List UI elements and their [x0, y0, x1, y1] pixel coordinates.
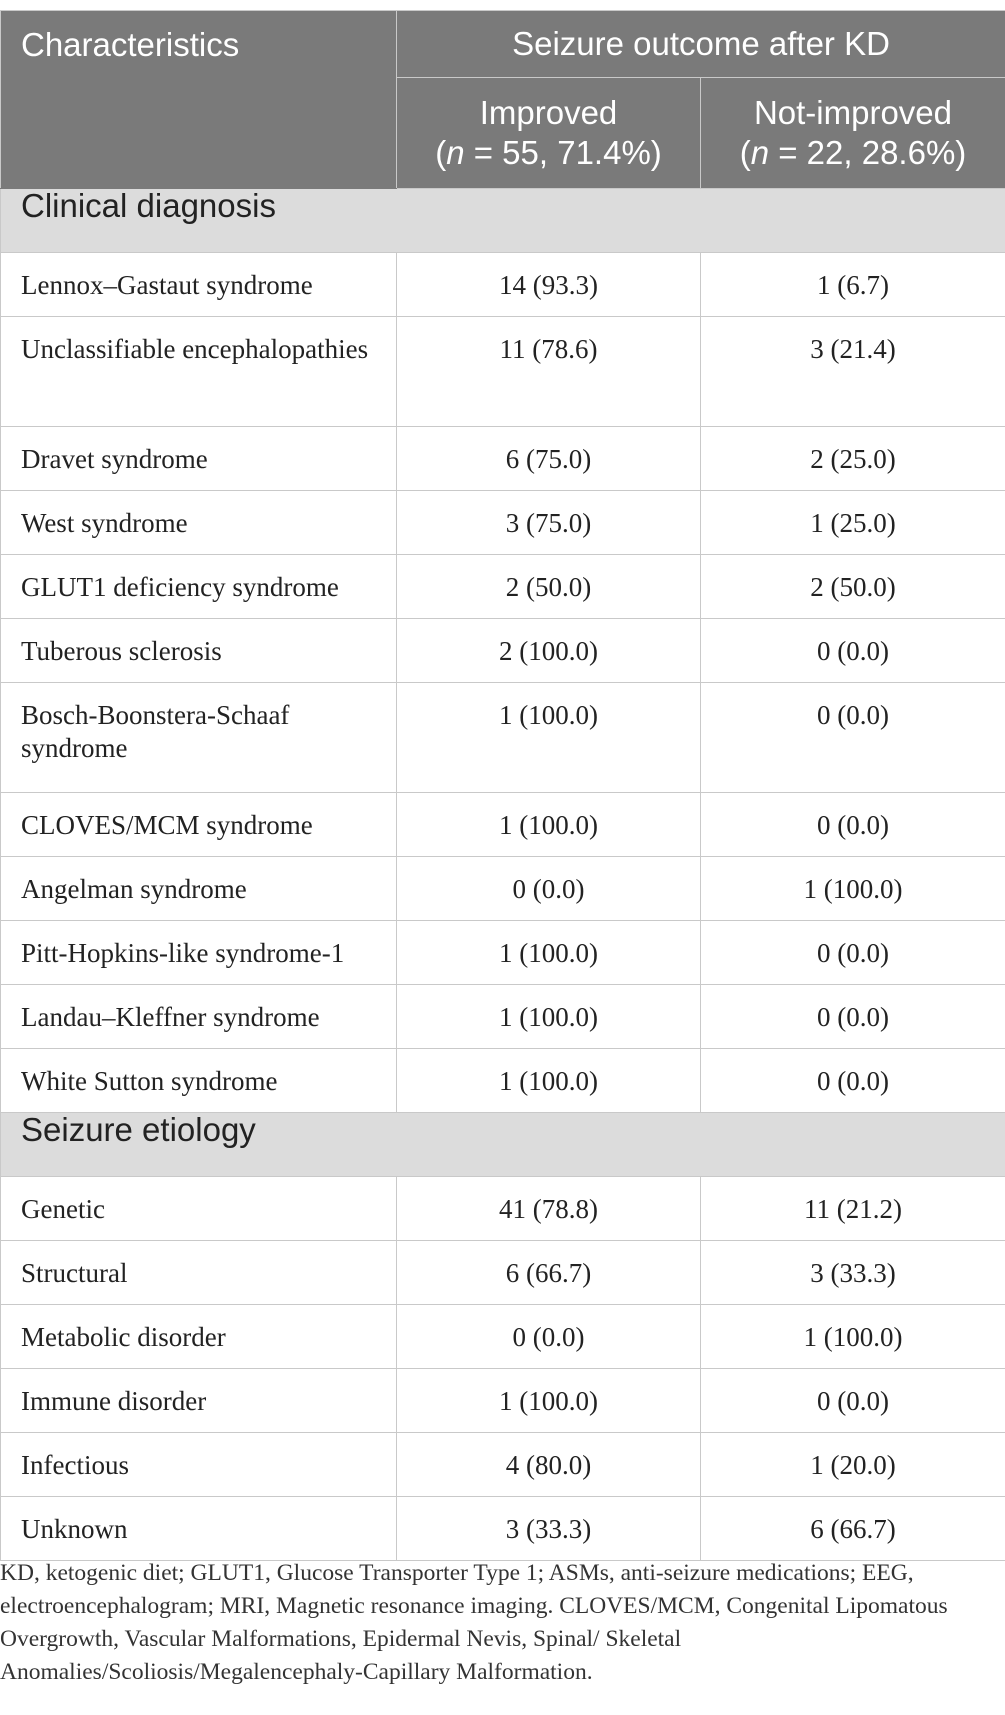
table-header	[1, 11, 1005, 189]
improved-value-cell: 1 (100.0)	[397, 921, 701, 985]
results-table-container	[0, 10, 1005, 1561]
not-improved-value-cell: 0 (0.0)	[701, 921, 1005, 985]
improved-n-prefix: (	[435, 134, 447, 171]
row-label-cell: White Sutton syndrome	[1, 1049, 397, 1113]
not-improved-value-cell: 0 (0.0)	[701, 619, 1005, 683]
section-title: Seizure etiology	[1, 1113, 1005, 1177]
improved-value-cell: 6 (75.0)	[397, 427, 701, 491]
seizure-outcome-header	[397, 11, 1005, 78]
improved-value-cell: 1 (100.0)	[397, 985, 701, 1049]
not-improved-value-cell: 1 (6.7)	[701, 253, 1005, 317]
not-improved-value-cell: 0 (0.0)	[701, 793, 1005, 857]
improved-value-cell: 14 (93.3)	[397, 253, 701, 317]
row-label-cell: Tuberous sclerosis	[1, 619, 397, 683]
not-improved-value-cell: 11 (21.2)	[701, 1177, 1005, 1241]
not-improved-n-prefix: (	[739, 134, 751, 171]
table-row	[1, 921, 1005, 985]
row-label-cell: Unclassifiable encephalopathies	[1, 317, 397, 427]
not-improved-value-cell: 1 (25.0)	[701, 491, 1005, 555]
not-improved-value-cell: 3 (33.3)	[701, 1241, 1005, 1305]
improved-header	[397, 78, 701, 189]
improved-value-cell: 2 (100.0)	[397, 619, 701, 683]
row-label-cell: Unknown	[1, 1497, 397, 1561]
not-improved-value-cell: 1 (100.0)	[701, 1305, 1005, 1369]
table-row	[1, 1241, 1005, 1305]
row-label-cell: Immune disorder	[1, 1369, 397, 1433]
seizure-outcome-table	[0, 10, 1005, 1561]
row-label-cell: Infectious	[1, 1433, 397, 1497]
improved-value-cell: 3 (33.3)	[397, 1497, 701, 1561]
table-row	[1, 1433, 1005, 1497]
improved-value-cell: 1 (100.0)	[397, 683, 701, 793]
table-row	[1, 619, 1005, 683]
not-improved-value-cell: 6 (66.7)	[701, 1497, 1005, 1561]
table-row	[1, 427, 1005, 491]
row-label-cell: West syndrome	[1, 491, 397, 555]
not-improved-value-cell: 3 (21.4)	[701, 317, 1005, 427]
not-improved-value-cell: 2 (25.0)	[701, 427, 1005, 491]
improved-value-cell: 41 (78.8)	[397, 1177, 701, 1241]
not-improved-value-cell: 0 (0.0)	[701, 985, 1005, 1049]
row-label-cell: Angelman syndrome	[1, 857, 397, 921]
not-improved-value-cell: 1 (100.0)	[701, 857, 1005, 921]
table-row	[1, 1497, 1005, 1561]
row-label-cell: Structural	[1, 1241, 397, 1305]
not-improved-header	[701, 78, 1005, 189]
row-label-cell: Pitt-Hopkins-like syndrome-1	[1, 921, 397, 985]
improved-value-cell: 1 (100.0)	[397, 793, 701, 857]
row-label-cell: Metabolic disorder	[1, 1305, 397, 1369]
row-label-cell: Landau–Kleffner syndrome	[1, 985, 397, 1049]
improved-n-rest: = 55, 71.4%)	[464, 134, 662, 171]
section-title: Clinical diagnosis	[1, 189, 1005, 253]
not-improved-header-label: Not-improved	[753, 94, 953, 131]
not-improved-value-cell: 0 (0.0)	[701, 1369, 1005, 1433]
characteristics-header	[1, 11, 397, 189]
row-label-cell: GLUT1 deficiency syndrome	[1, 555, 397, 619]
improved-value-cell: 3 (75.0)	[397, 491, 701, 555]
not-improved-n-rest: = 22, 28.6%)	[769, 134, 967, 171]
table-row	[1, 1049, 1005, 1113]
improved-value-cell: 11 (78.6)	[397, 317, 701, 427]
row-label-cell: Genetic	[1, 1177, 397, 1241]
table-row	[1, 1369, 1005, 1433]
improved-value-cell: 0 (0.0)	[397, 1305, 701, 1369]
table-body	[1, 189, 1005, 1561]
improved-n-var: n	[446, 134, 465, 171]
improved-value-cell: 6 (66.7)	[397, 1241, 701, 1305]
table-row	[1, 253, 1005, 317]
improved-header-count	[397, 133, 700, 173]
row-label-cell: Dravet syndrome	[1, 427, 397, 491]
table-row	[1, 1305, 1005, 1369]
seizure-outcome-header-label: Seizure outcome after KD	[512, 25, 890, 62]
improved-value-cell: 2 (50.0)	[397, 555, 701, 619]
row-label-cell: Bosch-Boonstera-Schaaf syndrome	[1, 683, 397, 793]
not-improved-n-var: n	[750, 134, 770, 171]
table-row	[1, 555, 1005, 619]
section-header-row	[1, 1113, 1005, 1177]
table-row	[1, 491, 1005, 555]
not-improved-value-cell: 0 (0.0)	[701, 683, 1005, 793]
not-improved-value-cell: 0 (0.0)	[701, 1049, 1005, 1113]
section-header-row	[1, 189, 1005, 253]
table-row	[1, 857, 1005, 921]
not-improved-header-count	[701, 133, 1005, 173]
table-row	[1, 317, 1005, 427]
table-row	[1, 1177, 1005, 1241]
improved-value-cell: 1 (100.0)	[397, 1369, 701, 1433]
improved-value-cell: 4 (80.0)	[397, 1433, 701, 1497]
table-footnote: KD, ketogenic diet; GLUT1, Glucose Transporter Type 1; ASMs, anti-seizure medications; EEG, electroencephalogram; MRI, Magnetic resonance imaging. CLOVES/MCM, Congenital Lipomatous Overgrowth, Vascular Malformations, Epidermal Nevis, Spinal/ Skeletal Anomalies/Scoliosis/Megalencephaly-Capillary Malformation.	[0, 1560, 948, 1685]
not-improved-value-cell: 1 (20.0)	[701, 1433, 1005, 1497]
row-label-cell: CLOVES/MCM syndrome	[1, 793, 397, 857]
improved-value-cell: 0 (0.0)	[397, 857, 701, 921]
table-row	[1, 683, 1005, 793]
row-label-cell: Lennox–Gastaut syndrome	[1, 253, 397, 317]
improved-header-label: Improved	[479, 94, 618, 131]
table-row	[1, 793, 1005, 857]
not-improved-value-cell: 2 (50.0)	[701, 555, 1005, 619]
table-row	[1, 985, 1005, 1049]
characteristics-header-label: Characteristics	[21, 26, 240, 63]
improved-value-cell: 1 (100.0)	[397, 1049, 701, 1113]
